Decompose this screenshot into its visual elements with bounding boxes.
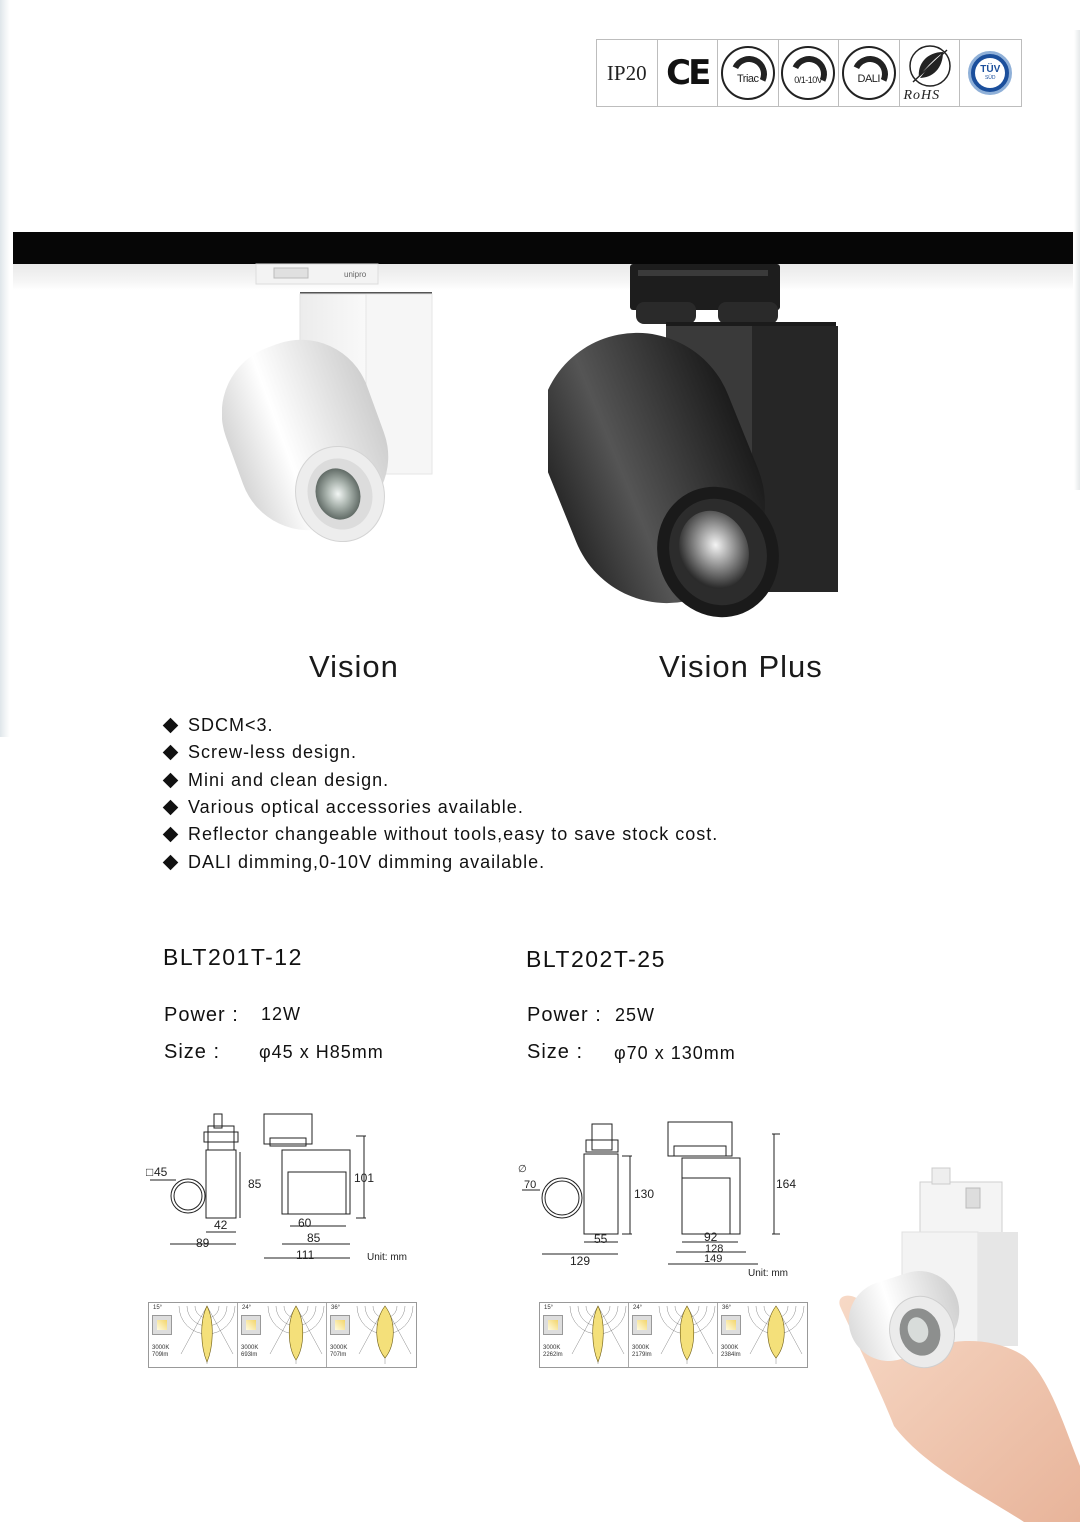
- analog-dimming-badge: [779, 40, 840, 106]
- polar-curve-icon: [568, 1304, 628, 1366]
- triac-badge: [718, 40, 779, 106]
- ip20-label: IP20: [606, 60, 647, 85]
- feature-item: [162, 712, 718, 739]
- dali-dimming-icon: [842, 46, 896, 100]
- triac-label: Triac: [736, 73, 759, 85]
- dim-dia-symbol-right: ∅: [518, 1164, 527, 1175]
- feature-text: Various optical accessories available.: [188, 797, 524, 818]
- dim-height-right: 130: [634, 1187, 655, 1201]
- diamond-bullet-icon: [163, 745, 179, 761]
- feature-text: Mini and clean design.: [188, 769, 390, 790]
- size-label-right: Size :: [527, 1041, 584, 1063]
- beam-preview-icon: [330, 1315, 350, 1335]
- photometric-spec: 3000K 2384lm: [721, 1345, 741, 1358]
- dim-height-left: 85: [248, 1177, 262, 1191]
- left-edge-decoration: [0, 0, 10, 737]
- analog-dimming-icon: [781, 46, 835, 100]
- polar-curve-icon: [266, 1304, 326, 1366]
- diamond-bullet-icon: [163, 800, 179, 816]
- rohs-label: RoHS: [903, 88, 941, 103]
- hand-holding-fixture-image: [834, 1166, 1080, 1522]
- vision-brand-text: unipro: [344, 270, 367, 279]
- dim-85: 85: [307, 1231, 321, 1245]
- beam-preview-icon: [241, 1315, 261, 1335]
- dim-dia-right: 70: [524, 1179, 537, 1191]
- certification-row: [596, 39, 1022, 107]
- photometric-spec: 3000K 2262lm: [543, 1345, 563, 1358]
- polar-curve-icon: [355, 1304, 415, 1366]
- power-value-right: 25W: [615, 1005, 656, 1025]
- feature-item: [162, 794, 718, 821]
- polar-curve-icon: [177, 1304, 237, 1366]
- feature-item: [162, 767, 718, 794]
- dim-55: 55: [594, 1232, 608, 1246]
- unit-label-left: Unit: mm: [367, 1252, 407, 1263]
- ip20-badge: [597, 40, 658, 106]
- photometric-cell: [327, 1303, 416, 1367]
- power-label-right: Power :: [527, 1004, 602, 1026]
- beam-angle: 24°: [242, 1305, 252, 1311]
- track-rail-shadow: [13, 264, 1073, 290]
- track-rail: [13, 232, 1073, 264]
- size-value-right: φ70 x 130mm: [614, 1043, 736, 1063]
- beam-angle: 36°: [722, 1305, 732, 1311]
- photometric-table-right: [539, 1302, 808, 1368]
- spec-code-left: BLT201T-12: [163, 944, 303, 970]
- beam-angle: 15°: [153, 1305, 163, 1311]
- dim-89: 89: [196, 1236, 210, 1250]
- feature-text: Screw-less design.: [188, 742, 358, 763]
- feature-list: [162, 712, 718, 876]
- tuv-badge: [960, 40, 1021, 106]
- ce-icon: CE: [666, 53, 709, 93]
- size-value-left: φ45 x H85mm: [259, 1042, 384, 1062]
- photometric-cell: [629, 1303, 718, 1367]
- power-label-left: Power :: [164, 1004, 239, 1026]
- tuv-sub-label: SÜD: [984, 75, 996, 81]
- dim-dia-left: 45: [154, 1165, 168, 1179]
- photometric-spec: 3000K 707lm: [330, 1345, 348, 1358]
- vision-plus-title: Vision Plus: [659, 649, 823, 684]
- beam-angle: 15°: [544, 1305, 554, 1311]
- analog-dimming-label: 0/1-10V: [794, 75, 823, 85]
- spec-code-right: BLT202T-25: [526, 946, 666, 972]
- dim-111: 111: [296, 1248, 315, 1262]
- beam-preview-icon: [721, 1315, 741, 1335]
- diamond-bullet-icon: [163, 718, 179, 734]
- photometric-spec: 3000K 2179lm: [632, 1345, 652, 1358]
- feature-text: SDCM<3.: [188, 715, 274, 736]
- svg-text:□: □: [146, 1165, 154, 1179]
- rohs-badge: [900, 40, 961, 106]
- polar-curve-icon: [746, 1304, 806, 1366]
- photometric-table-left: [148, 1302, 417, 1368]
- feature-item: [162, 739, 718, 766]
- dim-42: 42: [214, 1218, 228, 1232]
- feature-text: DALI dimming,0-10V dimming available.: [188, 851, 546, 872]
- ce-badge: [658, 40, 719, 106]
- unit-label-right: Unit: mm: [748, 1268, 788, 1279]
- photometric-cell: [540, 1303, 629, 1367]
- dimension-drawing-left: [140, 1106, 430, 1266]
- photometric-cell: [718, 1303, 807, 1367]
- vision-title: Vision: [309, 649, 399, 684]
- dali-badge: [839, 40, 900, 106]
- dim-129: 129: [570, 1254, 591, 1268]
- diamond-bullet-icon: [163, 827, 179, 843]
- dim-128: 128: [705, 1243, 724, 1255]
- dim-side-height-right: 164: [776, 1177, 797, 1191]
- beam-preview-icon: [632, 1315, 652, 1335]
- feature-text: Reflector changeable without tools,easy to save stock cost.: [188, 824, 719, 845]
- vision-plus-fixture-image: [548, 262, 848, 622]
- dim-149: 149: [704, 1253, 723, 1265]
- photometric-spec: 3000K 709lm: [152, 1345, 170, 1358]
- beam-angle: 24°: [633, 1305, 643, 1311]
- dim-92: 92: [704, 1230, 718, 1244]
- polar-curve-icon: [657, 1304, 717, 1366]
- vision-fixture-image: [222, 262, 442, 562]
- triac-dimming-icon: [721, 46, 775, 100]
- feature-item: [162, 821, 718, 848]
- tuv-label: TÜV: [980, 64, 1001, 75]
- photometric-spec: 3000K 693lm: [241, 1345, 259, 1358]
- size-label-left: Size :: [164, 1041, 221, 1063]
- beam-preview-icon: [152, 1315, 172, 1335]
- dimension-drawing-right: [510, 1116, 810, 1281]
- rohs-leaf-icon: [905, 44, 955, 94]
- right-edge-decoration: [1074, 30, 1080, 490]
- power-value-left: 12W: [261, 1004, 302, 1024]
- beam-angle: 36°: [331, 1305, 341, 1311]
- photometric-cell: [149, 1303, 238, 1367]
- diamond-bullet-icon: [163, 854, 179, 870]
- dim-side-height-left: 101: [354, 1171, 375, 1185]
- diamond-bullet-icon: [163, 772, 179, 788]
- tuv-logo-icon: [968, 51, 1012, 95]
- photometric-cell: [238, 1303, 327, 1367]
- beam-preview-icon: [543, 1315, 563, 1335]
- dali-label: DALI: [857, 73, 880, 85]
- dim-60: 60: [298, 1216, 312, 1230]
- feature-item: [162, 848, 718, 875]
